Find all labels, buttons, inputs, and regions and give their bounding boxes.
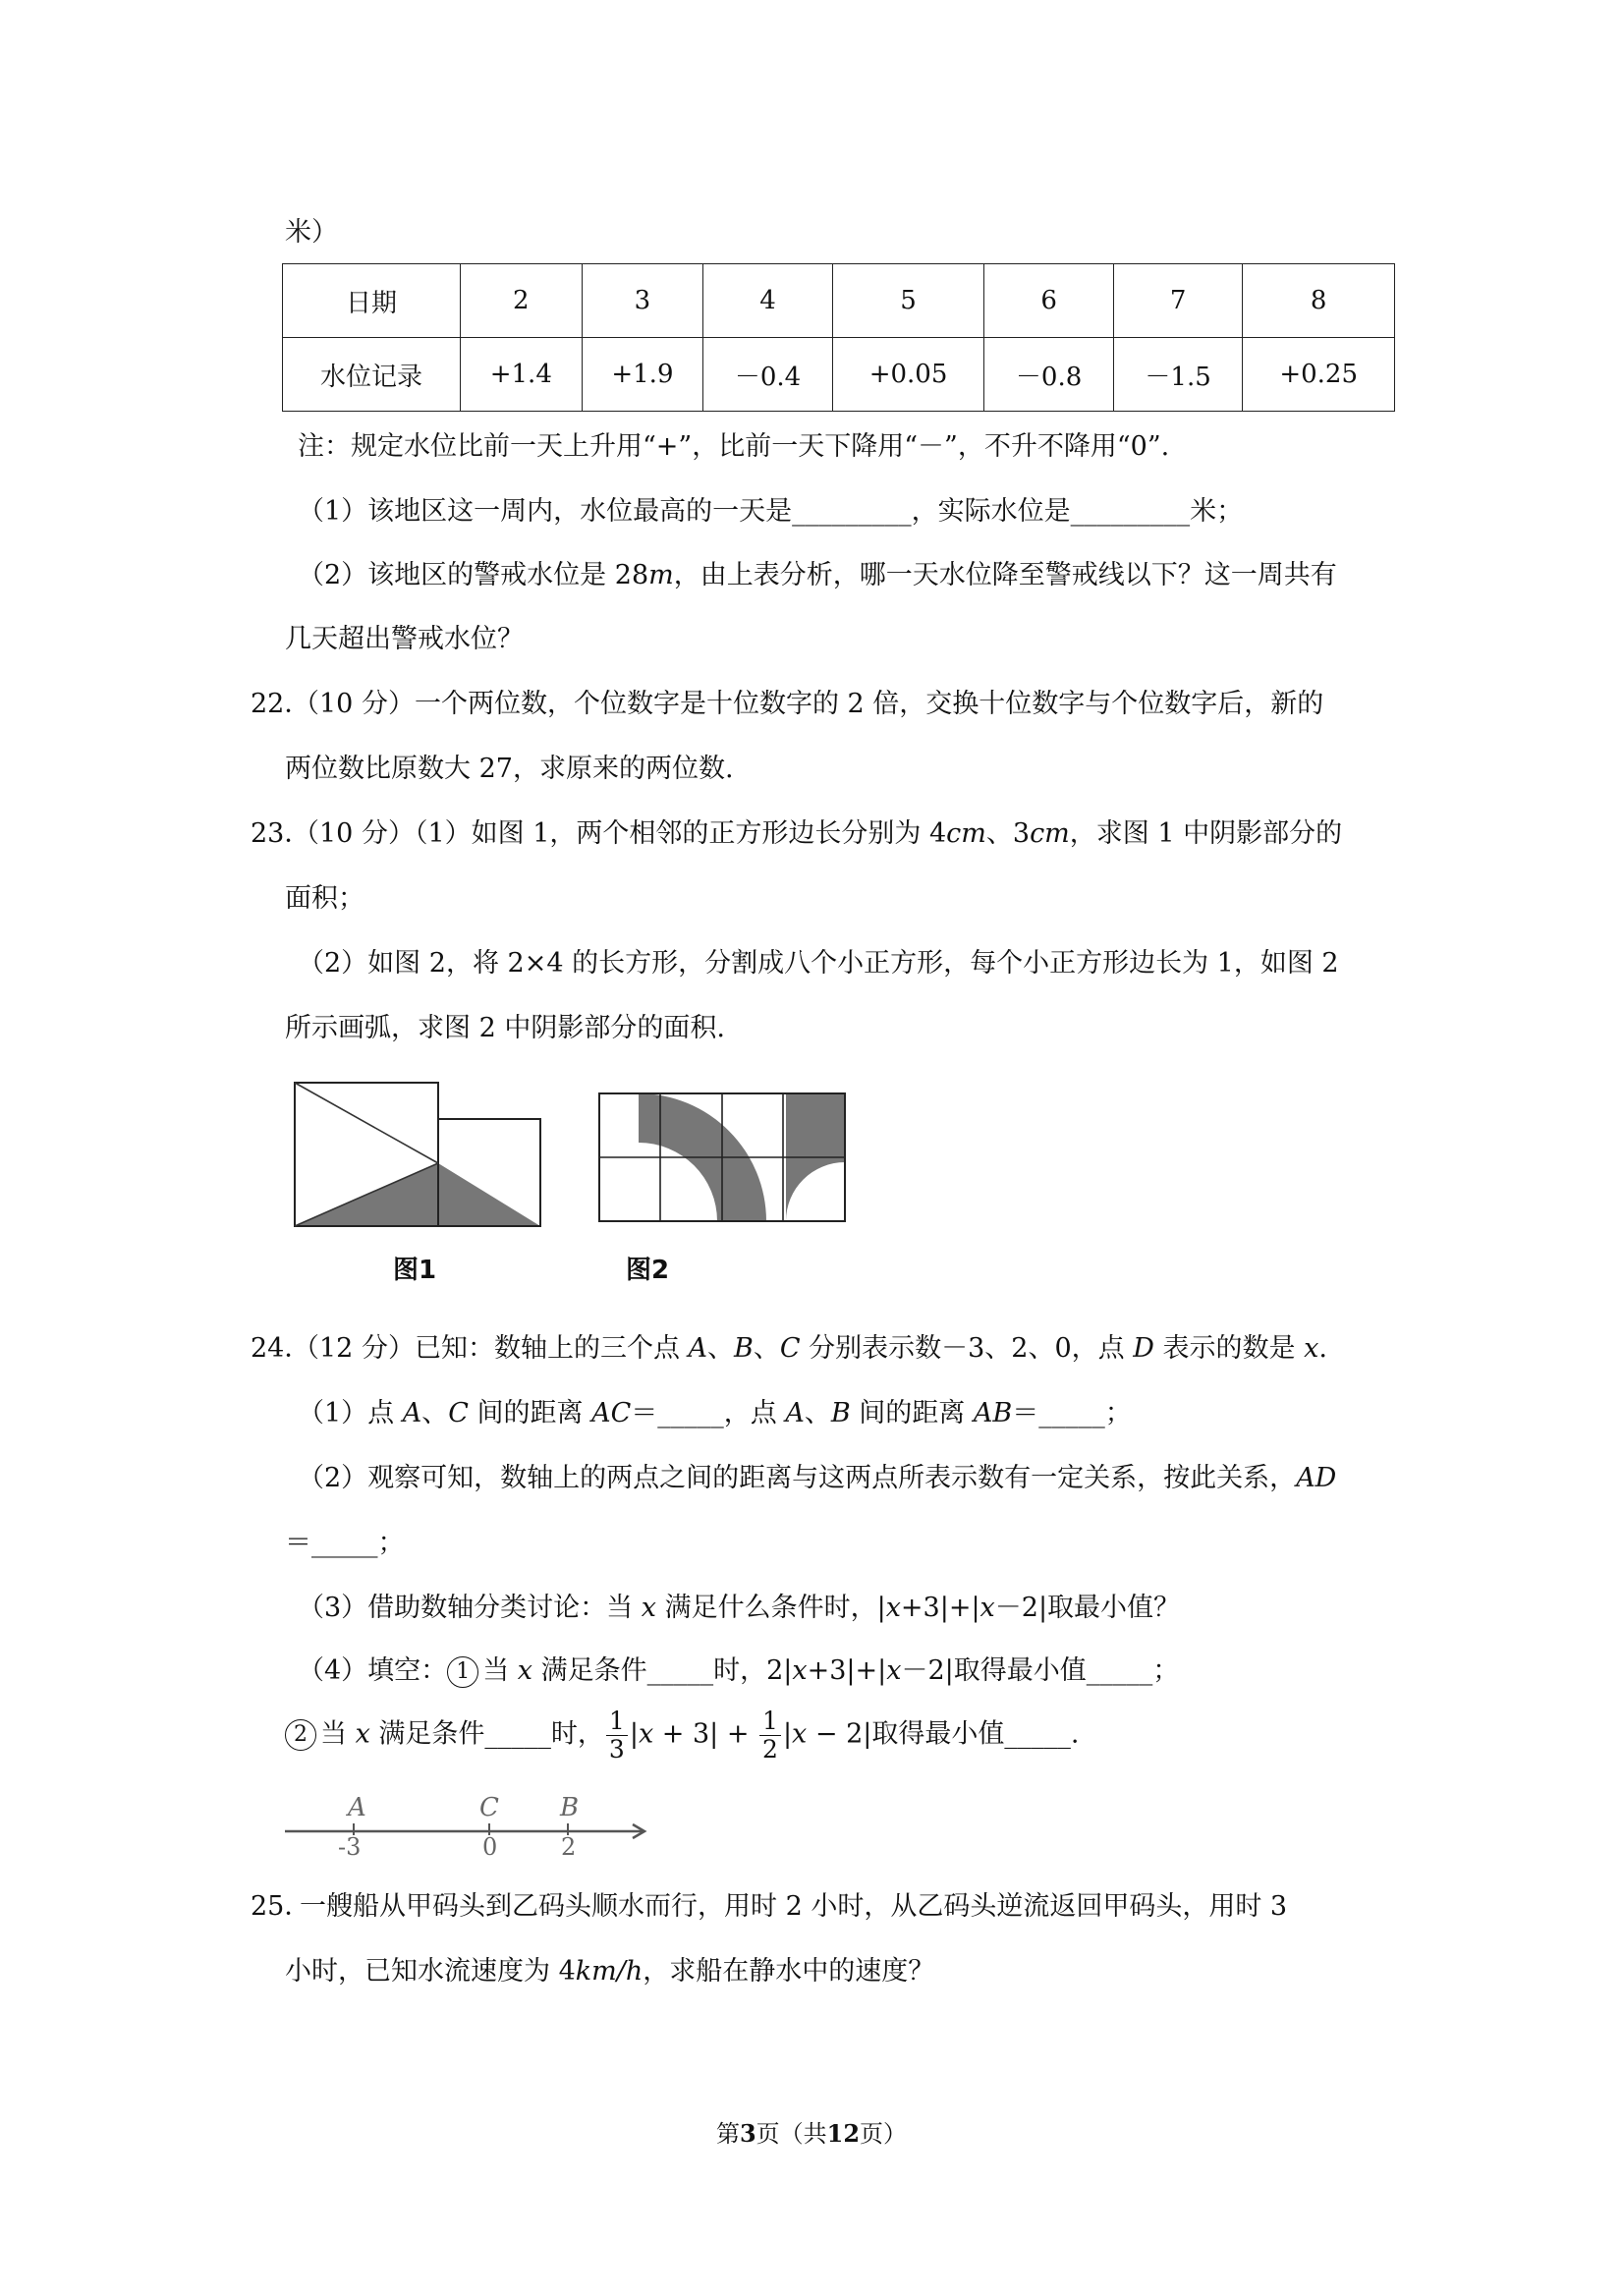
circled-number: 2 xyxy=(285,1719,316,1751)
table-header-cell: 水位记录 xyxy=(283,338,461,412)
q22-line1: （10 分）一个两位数，个位数字是十位数字的 2 倍，交换十位数字与个位数字后，新的 xyxy=(293,689,1324,719)
date-cell: 3 xyxy=(582,264,703,338)
continued-text: 米） xyxy=(285,217,338,248)
q24-part3: （3）借助数轴分类讨论：当 x 满足什么条件时，|x+3|+|x－2|取最小值？ xyxy=(298,1593,1181,1623)
question-number: 25． xyxy=(251,1891,311,1922)
record-cell: +1.4 xyxy=(461,338,583,412)
q23-line3: （2）如图 2，将 2×4 的长方形，分割成八个小正方形，每个小正方形边长为 1，如图 2 xyxy=(298,948,1339,979)
q24-part2: （2）观察可知，数轴上的两点之间的距离与这两点所表示数有一定关系，按此关系，AD xyxy=(298,1463,1337,1493)
q23-line4: 所示画弧，求图 2 中阴影部分的面积. xyxy=(285,1013,725,1043)
question-number: 24． xyxy=(251,1333,311,1364)
point-a-label: A xyxy=(348,1793,366,1822)
circled-number: 1 xyxy=(447,1656,478,1688)
date-cell: 4 xyxy=(703,264,833,338)
fraction-one-half: $\frac{1}{2}$ xyxy=(759,1708,781,1763)
q21-part2: （2）该地区的警戒水位是 28m，由上表分析，哪一天水位降至警戒线以下？这一周共有 xyxy=(298,560,1337,590)
q24-part4: （4）填空： 1 当 x 满足条件_____时，2|x+3|+|x－2|取得最小值_____； xyxy=(298,1655,1180,1686)
record-cell: +1.9 xyxy=(582,338,703,412)
point-b-label: B xyxy=(560,1793,580,1822)
table-row xyxy=(283,338,1395,412)
date-cell: 5 xyxy=(832,264,984,338)
question-number: 23． xyxy=(251,818,311,849)
figure-2-grid xyxy=(594,1089,850,1236)
tick-label: 2 xyxy=(561,1833,577,1857)
number-line xyxy=(283,1788,656,1857)
water-level-table xyxy=(282,263,1395,412)
tick-label: 0 xyxy=(482,1833,498,1857)
q21-part1: （1）该地区这一周内，水位最高的一天是_________，实际水位是_________米； xyxy=(298,496,1244,527)
date-cell: 7 xyxy=(1113,264,1243,338)
date-cell: 6 xyxy=(984,264,1114,338)
q23-line1: （10 分）（1）如图 1，两个相邻的正方形边长分别为 4cm、3cm，求图 1 中阴影部分的 xyxy=(293,818,1343,849)
record-cell: －1.5 xyxy=(1113,338,1243,412)
q25-line1: 一艘船从甲码头到乙码头顺水而行，用时 2 小时，从乙码头逆流返回甲码头，用时 3 xyxy=(300,1891,1288,1922)
figure-1-caption: 图1 xyxy=(393,1256,437,1285)
record-cell: +0.25 xyxy=(1243,338,1395,412)
date-cell: 2 xyxy=(461,264,583,338)
q24-part4-item2: 2 当 x 满足条件_____时， $\frac{1}{3}$ |x + 3| + $\frac{1}{2}$ |x − 2|取得最小值_____. xyxy=(285,1708,1079,1763)
q25-line2: 小时，已知水流速度为 4km/h，求船在静水中的速度？ xyxy=(285,1956,935,1987)
record-cell: －0.4 xyxy=(703,338,833,412)
figure-2-caption: 图2 xyxy=(626,1256,670,1285)
q24-part2-cont: ＝_____； xyxy=(285,1528,405,1558)
fraction-one-third: $\frac{1}{3}$ xyxy=(606,1708,628,1763)
point-c-label: C xyxy=(479,1793,499,1822)
q24-part1: （1）点 A、C 间的距离 AC＝_____，点 A、B 间的距离 AB＝_____； xyxy=(298,1398,1132,1428)
table-row xyxy=(283,264,1395,338)
figure-1-squares xyxy=(290,1078,545,1235)
table-header-cell: 日期 xyxy=(283,264,461,338)
record-cell: +0.05 xyxy=(832,338,984,412)
q24-intro: （12 分）已知：数轴上的三个点 A、B、C 分别表示数－3、2、0，点 D 表示的数是 x. xyxy=(293,1333,1327,1364)
question-number: 22． xyxy=(251,689,311,719)
date-cell: 8 xyxy=(1243,264,1395,338)
tick-label: -3 xyxy=(338,1833,362,1857)
q23-line2: 面积； xyxy=(285,883,364,914)
q22-line2: 两位数比原数大 27，求原来的两位数. xyxy=(285,754,734,784)
q21-part2-cont: 几天超出警戒水位？ xyxy=(285,624,524,654)
q21-note: 注：规定水位比前一天上升用“+”，比前一天下降用“－”，不升不降用“0”. xyxy=(298,431,1170,462)
record-cell: －0.8 xyxy=(984,338,1114,412)
page-footer: 第3页（共12页） xyxy=(715,2119,908,2148)
